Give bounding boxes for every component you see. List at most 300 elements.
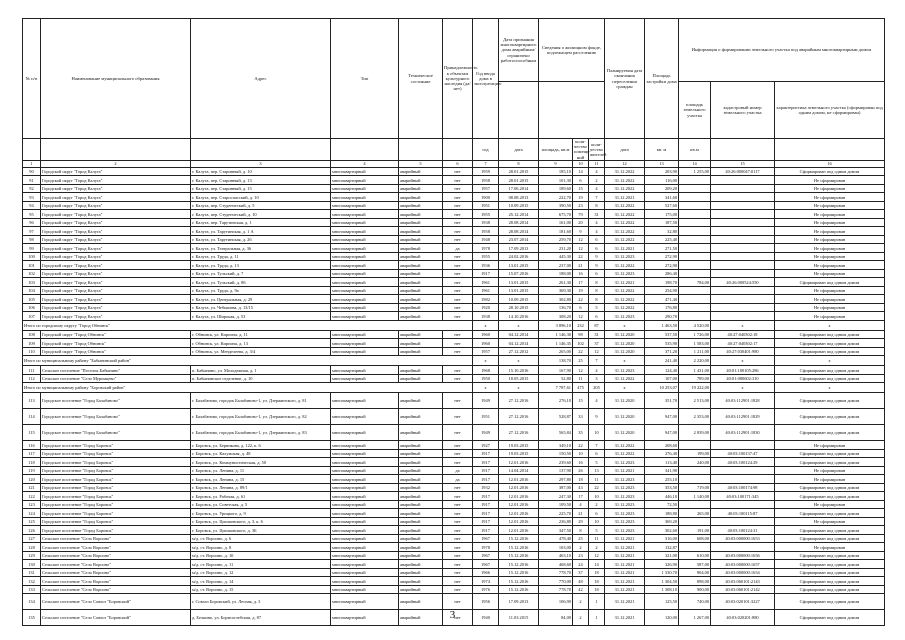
table-cell: 302,80 xyxy=(539,295,573,304)
table-cell: нет xyxy=(443,218,473,227)
table-cell: 1 146,30 xyxy=(539,330,573,339)
table-cell: 4 xyxy=(589,393,605,409)
table-cell: нет xyxy=(443,534,473,543)
table-cell: 463,10 xyxy=(539,551,573,560)
table-cell: многоквартирный xyxy=(331,184,399,193)
table-cell: 102 xyxy=(573,339,589,348)
table-cell: 11 xyxy=(573,374,589,383)
table-cell: 40:03:100124:29 xyxy=(711,458,775,467)
table-cell: аварийный xyxy=(399,244,443,253)
table-cell xyxy=(711,500,775,509)
table-cell: 7 xyxy=(589,193,605,202)
table-row xyxy=(23,193,885,202)
table-row xyxy=(23,167,885,176)
table-cell: 150,50 xyxy=(539,449,573,458)
table-cell: 1900 xyxy=(473,193,499,202)
col-prev xyxy=(499,82,539,139)
table-cell: аварийный xyxy=(399,509,443,518)
table-cell: многоквартирный xyxy=(331,393,399,409)
table-cell xyxy=(679,261,711,270)
table-cell: Сформирован под одним домом xyxy=(775,278,885,287)
unit-rooms: коли-чество помеще-ний xyxy=(574,139,591,160)
table-cell: Городской округ "Город Обнинск" xyxy=(41,330,191,339)
table-cell: нет xyxy=(443,252,473,261)
table-cell: 4 xyxy=(589,227,605,236)
table-cell: нет xyxy=(443,517,473,526)
table-cell: 12.01.2016 xyxy=(499,492,539,501)
table-cell: 125 xyxy=(23,517,41,526)
col-address: Адрес xyxy=(191,19,331,139)
table-cell: нет xyxy=(443,193,473,202)
table-cell: Не сформирован xyxy=(775,244,885,253)
table-cell: аварийный xyxy=(399,278,443,287)
table-cell: аварийный xyxy=(399,449,443,458)
table-cell: аварийный xyxy=(399,286,443,295)
emergency-housing-table xyxy=(22,18,885,626)
table-cell xyxy=(711,312,775,321)
table-cell xyxy=(679,295,711,304)
table-cell: 1 726,00 xyxy=(679,330,711,339)
table-cell: 24 xyxy=(573,560,589,569)
table-cell: 12.01.2016 xyxy=(499,509,539,518)
table-cell: Сформирован под одним домом xyxy=(775,366,885,375)
unit-date2: дата xyxy=(605,139,645,161)
table-cell: 1974 xyxy=(473,577,499,586)
table-cell: аварийный xyxy=(399,475,443,484)
column-number: 7 xyxy=(473,160,499,167)
table-cell: 161,00 xyxy=(539,218,573,227)
table-cell: 4 xyxy=(589,167,605,176)
table-cell: 122 xyxy=(23,492,41,501)
table-cell: 32,80 xyxy=(645,227,679,236)
table-cell: 27.12.2016 xyxy=(499,409,539,425)
table-cell: нет xyxy=(443,227,473,236)
table-cell: нет xyxy=(443,184,473,193)
table-cell: х xyxy=(711,356,775,366)
table-cell: 40:03:020101:3227 xyxy=(711,594,775,610)
table-cell: 31.12.2020 xyxy=(605,425,645,441)
table-cell xyxy=(711,193,775,202)
table-cell: 116 xyxy=(23,441,41,450)
table-cell: 40:26:000047:0117 xyxy=(711,167,775,176)
table-cell: 10 xyxy=(573,449,589,458)
table-cell: 1936 xyxy=(473,261,499,270)
table-cell: многоквартирный xyxy=(331,577,399,586)
table-cell: 40:03:100137:47 xyxy=(711,449,775,458)
table-cell: 116,00 xyxy=(645,176,679,185)
table-cell: Городской округ "Город Калуга" xyxy=(41,176,191,185)
table-cell: нет xyxy=(443,366,473,375)
table-cell: нет xyxy=(443,568,473,577)
table-cell: 8 xyxy=(589,295,605,304)
table-cell: Городское поселение "Город Боровск" xyxy=(41,475,191,484)
table-cell: г. Боровск, ул. Ленина, д. 15 xyxy=(191,475,331,484)
subtotal-row xyxy=(23,383,885,393)
table-cell xyxy=(679,441,711,450)
table-cell: нет xyxy=(443,441,473,450)
table-cell: 113,40 xyxy=(645,458,679,467)
table-cell: 1 xyxy=(589,594,605,610)
table-cell: х xyxy=(499,356,539,366)
table-cell: Сформирован под одним домом xyxy=(775,560,885,569)
table-cell: Сформирован под одним домом xyxy=(775,330,885,339)
table-cell: 40:03:112901:1828 xyxy=(711,393,775,409)
table-cell: 1917 xyxy=(473,526,499,535)
table-cell: 1959 xyxy=(473,167,499,176)
table-cell: 185,10 xyxy=(539,167,573,176)
table-cell: нет xyxy=(443,261,473,270)
table-cell: 102 xyxy=(23,269,41,278)
table-cell: 109 xyxy=(23,339,41,348)
table-cell: Не сформирован xyxy=(775,261,885,270)
table-row xyxy=(23,339,885,348)
table-cell: Не сформирован xyxy=(775,543,885,552)
column-number: 4 xyxy=(331,160,399,167)
table-cell: Сельское поселение "Село Совхоз "Боровский" xyxy=(41,610,191,626)
table-cell: многоквартирный xyxy=(331,543,399,552)
table-row xyxy=(23,227,885,236)
table-cell xyxy=(679,269,711,278)
table-cell: 276,10 xyxy=(539,393,573,409)
col-build-area: Площадь застройки дома xyxy=(645,19,679,139)
table-cell: 31.12.2022 xyxy=(605,210,645,219)
table-cell: 1958 xyxy=(473,227,499,236)
table-cell: 31.12.2023 xyxy=(605,492,645,501)
table-cell: 1917 xyxy=(473,458,499,467)
table-cell: многоквартирный xyxy=(331,458,399,467)
table-row xyxy=(23,409,885,425)
table-cell: 9 xyxy=(573,227,589,236)
table-cell: аварийный xyxy=(399,526,443,535)
table-cell: 31.12.2020 xyxy=(605,339,645,348)
table-cell: 111 xyxy=(23,366,41,375)
table-cell: 115 xyxy=(23,425,41,441)
table-cell: 181,60 xyxy=(539,227,573,236)
table-cell xyxy=(679,244,711,253)
table-cell: 2 513,00 xyxy=(679,393,711,409)
table-cell: 18 xyxy=(589,585,605,594)
table-cell: 15 xyxy=(573,393,589,409)
table-cell: аварийный xyxy=(399,393,443,409)
table-cell: 167,90 xyxy=(539,366,573,375)
table-cell: нет xyxy=(443,492,473,501)
table-cell: 31.12.2022 xyxy=(605,441,645,450)
table-cell: 120,00 xyxy=(645,610,679,626)
table-cell: 96 xyxy=(23,218,41,227)
table-row xyxy=(23,184,885,193)
table-cell: 1958 xyxy=(473,176,499,185)
table-cell: 31.12.2023 xyxy=(605,269,645,278)
table-cell xyxy=(711,303,775,312)
table-cell: 19 222,00 xyxy=(679,383,711,393)
table-cell: 31.12.2023 xyxy=(605,500,645,509)
table-cell: 272,90 xyxy=(645,261,679,270)
table-cell: 1982 xyxy=(473,295,499,304)
table-cell: 1976 xyxy=(473,585,499,594)
table-cell: 22 xyxy=(573,295,589,304)
table-cell: Сельское поселение "Село Ворсино" xyxy=(41,577,191,586)
table-cell: аварийный xyxy=(399,167,443,176)
table-cell xyxy=(679,312,711,321)
table-cell: многоквартирный xyxy=(331,517,399,526)
table-cell: многоквартирный xyxy=(331,500,399,509)
col-recognition-date: Дата признания многоквартирного дома аварийным/ограничено работоспособным xyxy=(499,19,539,82)
table-cell: Городской округ "Город Калуга" xyxy=(41,227,191,236)
table-cell: нет xyxy=(443,201,473,210)
table-cell: 123 xyxy=(23,500,41,509)
table-cell: 778,70 xyxy=(539,585,573,594)
table-cell: аварийный xyxy=(399,409,443,425)
table-cell xyxy=(679,286,711,295)
table-cell: г. Калуга, пер. Старинный, д. 13 xyxy=(191,176,331,185)
table-cell: Сельское поселение "Село Ворсино" xyxy=(41,560,191,569)
table-cell: 445,30 xyxy=(539,252,573,261)
table-cell: 247,30 xyxy=(539,492,573,501)
table-cell: Городской округ "Город Калуга" xyxy=(41,201,191,210)
table-cell: 290,70 xyxy=(645,312,679,321)
table-cell: Не сформирован xyxy=(775,252,885,261)
table-cell: 31.12.2023 xyxy=(605,517,645,526)
table-row xyxy=(23,577,885,586)
table-row xyxy=(23,526,885,535)
table-cell: 31.12.2023 xyxy=(605,483,645,492)
table-cell: 1917 xyxy=(473,466,499,475)
table-cell: 1 304,50 xyxy=(645,577,679,586)
table-cell: 31 xyxy=(589,330,605,339)
table-cell: Сформирован под одним домом xyxy=(775,458,885,467)
table-cell: 1961 xyxy=(473,278,499,287)
table-cell: г. Боровск, ул. Коммунистическая, д. 50 xyxy=(191,458,331,467)
table-cell: 15.07.2016 xyxy=(499,269,539,278)
table-cell: х xyxy=(711,383,775,393)
table-cell: аварийный xyxy=(399,312,443,321)
table-cell: 40:03:112901:1830 xyxy=(711,425,775,441)
table-cell: многоквартирный xyxy=(331,261,399,270)
column-number: 8 xyxy=(499,160,539,167)
table-cell: Городской округ "Город Калуга" xyxy=(41,193,191,202)
table-cell: 103,00 xyxy=(539,543,573,552)
table-cell: 222,70 xyxy=(539,193,573,202)
col-cadastral: кадастровый номер земельного участка xyxy=(711,82,775,139)
column-number: 3 xyxy=(191,160,331,167)
table-cell: многоквартирный xyxy=(331,244,399,253)
table-cell: 1938 xyxy=(473,218,499,227)
table-cell: 26 xyxy=(573,466,589,475)
table-cell: г. Калуга, ул. Тарутинская, д. 1 А xyxy=(191,227,331,236)
table-cell xyxy=(679,543,711,552)
table-cell: 92 xyxy=(23,184,41,193)
table-cell: г. Боровск, ул. Ленина, д. 89/1 xyxy=(191,483,331,492)
table-cell: х xyxy=(711,320,775,330)
table-cell: 7 787,61 xyxy=(539,383,573,393)
table-cell: 31.12.2021 xyxy=(605,551,645,560)
table-cell: 947,00 xyxy=(645,409,679,425)
table-cell: Городской округ "Город Калуга" xyxy=(41,235,191,244)
table-cell: 22 xyxy=(573,347,589,356)
table-cell: Сформирован под одним домом xyxy=(775,409,885,425)
table-cell: да xyxy=(443,244,473,253)
table-cell: г. Калуга, ул. Труда, д. 11 xyxy=(191,252,331,261)
table-cell: 104 xyxy=(23,286,41,295)
table-row xyxy=(23,218,885,227)
table-cell: 133 xyxy=(23,585,41,594)
table-cell: 27.12.2016 xyxy=(499,393,539,409)
table-cell xyxy=(679,466,711,475)
table-cell: многоквартирный xyxy=(331,347,399,356)
table-cell: 14 xyxy=(573,167,589,176)
table-cell: Сформирован под одним домом xyxy=(775,526,885,535)
table-cell: 40:03:020201:880 xyxy=(711,610,775,626)
table-cell: 1967 xyxy=(473,534,499,543)
table-cell: аварийный xyxy=(399,534,443,543)
table-cell: 1957 xyxy=(473,184,499,193)
table-cell: 1955 xyxy=(473,252,499,261)
table-cell: 6 xyxy=(589,449,605,458)
table-cell: нет xyxy=(443,295,473,304)
table-cell: 19.03.2015 xyxy=(499,449,539,458)
table-cell: Городской округ "Город Калуга" xyxy=(41,218,191,227)
table-cell: многоквартирный xyxy=(331,475,399,484)
table-cell: Сформирован под одним домом xyxy=(775,577,885,586)
subtotal-row xyxy=(23,320,885,330)
table-cell: г. Обнинск, ул. Менделеева, д. 3/4 xyxy=(191,347,331,356)
table-cell: Городской округ "Город Калуга" xyxy=(41,312,191,321)
table-cell: 28.01.2015 xyxy=(499,176,539,185)
table-cell: 31.12.2020 xyxy=(605,347,645,356)
table-cell: 12 xyxy=(573,366,589,375)
table-cell: 31.12.2022 xyxy=(605,261,645,270)
table-row xyxy=(23,441,885,450)
table-cell: 90 xyxy=(23,167,41,176)
table-row xyxy=(23,500,885,509)
table-cell: 10 xyxy=(589,425,605,441)
table-cell: 4 520,00 xyxy=(679,320,711,330)
table-cell: 35 xyxy=(573,425,589,441)
table-cell: 1961 xyxy=(473,286,499,295)
table-cell: 22 xyxy=(589,483,605,492)
table-cell: г. Калуга, пер. Студенческий, д. 10 xyxy=(191,210,331,219)
table-cell: 898,00 xyxy=(679,577,711,586)
table-cell: 1917 xyxy=(473,269,499,278)
table-cell: 118 xyxy=(23,458,41,467)
table-cell: 321,00 xyxy=(645,551,679,560)
table-cell xyxy=(679,193,711,202)
table-row xyxy=(23,466,885,475)
table-cell: нет xyxy=(443,500,473,509)
table-cell: 18 xyxy=(589,577,605,586)
table-row xyxy=(23,286,885,295)
table-cell: нет xyxy=(443,374,473,383)
table-cell: 31.12.2021 xyxy=(605,534,645,543)
table-cell: Городской округ "Город Калуга" xyxy=(41,278,191,287)
col-type: Тип xyxy=(331,19,399,139)
table-cell: 31.12.2022 xyxy=(605,449,645,458)
table-cell: 31.12.2022 xyxy=(605,303,645,312)
table-cell: нет xyxy=(443,235,473,244)
table-cell: Не сформирован xyxy=(775,466,885,475)
table-cell: 18.05.2015 xyxy=(499,374,539,383)
table-cell: м/д. ст. Ворсино, д. 11 xyxy=(191,560,331,569)
table-cell: аварийный xyxy=(399,176,443,185)
table-cell: Сформирован под одним домом xyxy=(775,425,885,441)
table-cell: аварийный xyxy=(399,269,443,278)
table-cell: 12.01.2016 xyxy=(499,483,539,492)
table-cell: Не сформирован xyxy=(775,227,885,236)
table-cell: Городской округ "Город Калуга" xyxy=(41,261,191,270)
table-cell: 387,00 xyxy=(539,483,573,492)
table-cell: х xyxy=(605,320,645,330)
table-cell: да xyxy=(443,475,473,484)
table-cell: Городское поселение "Город Боровск" xyxy=(41,492,191,501)
table-cell xyxy=(711,543,775,552)
table-cell: Итого по муниципальному району "Боровский район" xyxy=(23,383,473,393)
table-cell: нет xyxy=(443,176,473,185)
table-cell: Не сформирован xyxy=(775,210,885,219)
table-cell: Городской округ "Город Калуга" xyxy=(41,184,191,193)
table-cell: Сельское поселение "Село Ворсино" xyxy=(41,568,191,577)
table-cell: 100 xyxy=(23,252,41,261)
table-cell: 131 xyxy=(23,568,41,577)
table-cell: 13.01.2015 xyxy=(499,261,539,270)
unit-date: дата xyxy=(499,139,539,161)
table-cell: 42 xyxy=(573,585,589,594)
table-cell: 95 xyxy=(23,210,41,219)
table-cell: 101,30 xyxy=(539,176,573,185)
table-cell: Сформирован под одним домом xyxy=(775,483,885,492)
table-cell: нет xyxy=(443,210,473,219)
table-cell: Не сформирован xyxy=(775,193,885,202)
table-cell: Городское поселение "Город Боровск" xyxy=(41,458,191,467)
table-cell: 103 xyxy=(23,278,41,287)
table-cell: 565,84 xyxy=(539,425,573,441)
table-cell: аварийный xyxy=(399,500,443,509)
table-cell: многоквартирный xyxy=(331,534,399,543)
table-cell: 3 896,10 xyxy=(539,320,573,330)
table-cell: 2 xyxy=(573,543,589,552)
column-number: 12 xyxy=(605,160,645,167)
table-cell: 188,80 xyxy=(645,509,679,518)
table-cell: 31.12.2023 xyxy=(605,458,645,467)
table-cell: Сельское поселение "Село Ворсино" xyxy=(41,543,191,552)
table-cell: 1 330,70 xyxy=(645,568,679,577)
table-cell: 12.01.2016 xyxy=(499,458,539,467)
table-cell: Городское поселение "Город Боровск" xyxy=(41,483,191,492)
table-cell: Не сформирован xyxy=(775,475,885,484)
register-sheet xyxy=(22,18,884,626)
table-cell: 29 xyxy=(573,517,589,526)
table-cell: 40:27:040302:17 xyxy=(711,339,775,348)
table-cell: аварийный xyxy=(399,466,443,475)
table-cell: нет xyxy=(443,269,473,278)
table-cell: 40:01:100105:286 xyxy=(711,366,775,375)
table-cell: Сформирован под одним домом xyxy=(775,347,885,356)
table-cell: 31.12.2022 xyxy=(605,227,645,236)
subtotal-row xyxy=(23,356,885,366)
table-cell: аварийный xyxy=(399,218,443,227)
col-characteristic: характеристика земельного участка (сформирован под одним домом, не сформирован) xyxy=(775,82,885,139)
table-cell: 1957 xyxy=(473,347,499,356)
table-cell: г. Боровск, ул. Берникова, д. 122, к. 6 xyxy=(191,441,331,450)
table-cell: 23.07.2014 xyxy=(499,235,539,244)
table-cell: 04.12.2014 xyxy=(499,330,539,339)
table-cell: аварийный xyxy=(399,594,443,610)
table-cell: многоквартирный xyxy=(331,441,399,450)
table-cell: 1 140,00 xyxy=(679,492,711,501)
table-cell: 9 xyxy=(589,409,605,425)
column-number: 5 xyxy=(399,160,443,167)
table-cell: 8 xyxy=(589,278,605,287)
table-cell: аварийный xyxy=(399,585,443,594)
